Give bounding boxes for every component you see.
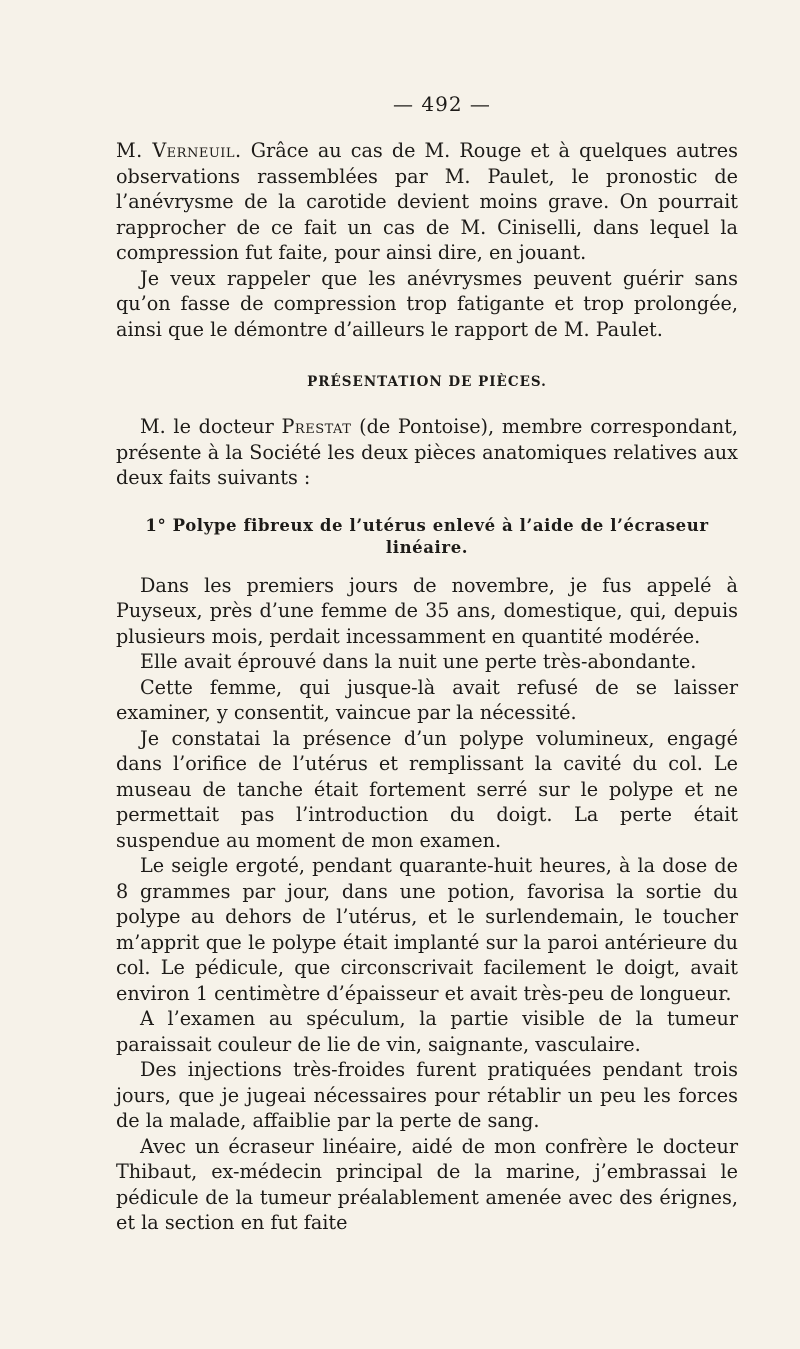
paragraph-verneuil (116, 138, 738, 266)
author-name: Prestat (281, 415, 352, 438)
paragraph: Des injections très-froides furent pratiquées pendant trois jours, que je jugeai nécessaires pour rétablir un peu les forces de la malade, affaiblie par la perte de sang. (116, 1058, 738, 1132)
section-title: PRÉSENTATION DE PIÈCES. (307, 374, 547, 390)
page-number: — 492 — (393, 92, 491, 116)
paragraph: Je constatai la présence d’un polype volumineux, engagé dans l’orifice de l’utérus et remplissant la cavité du col. Le museau de tanche était fortement serré sur le polype et ne permettait pas l’introduction du doigt. La perte était suspendue au moment de mon examen. (116, 726, 738, 852)
paragraph: A l’examen au spéculum, la partie visible de la tumeur paraissait couleur de lie de vin, saignante, vasculaire. (116, 1007, 738, 1056)
paragraph-text: Grâce au cas de M. Rouge et à quelques autres observations rassemblées par M. Paulet, le pronostic de l’anévrysme de la carotide devient moins grave. On pourrait rapprocher de ce fait un cas de M. Ciniselli, dans lequel la compression fut faite, pour ainsi dire, en jouant. (116, 139, 738, 264)
paragraph-prestat (116, 414, 738, 491)
paragraph: Je veux rappeler que les anévrysmes peuvent guérir sans qu’on fasse de compression trop fatigante et trop prolongée, ainsi que le démontre d’ailleurs le rapport de M. Paulet. (116, 266, 738, 341)
subheading: 1° Polype fibreux de l’utérus enlevé à l’aide de l’écraseur linéaire. (145, 515, 709, 557)
paragraph-text: (de Pontoise), membre correspondant, présente à la Société les deux pièces anatomiques relatives aux deux faits suivants : (116, 415, 738, 489)
paragraph: Le seigle ergoté, pendant quarante-huit heures, à la dose de 8 grammes par jour, dans une potion, favorisa la sortie du polype au dehors de l’utérus, et le surlendemain, le toucher m’apprit que le polype était implanté sur la paroi antérieure du col. Le pédicule, que circonscrivait facilement le doigt, avait environ 1 centimètre d’épaisseur et avait très-peu de longueur. (116, 854, 738, 1005)
paragraph: Elle avait éprouvé dans la nuit une perte très-abondante. (140, 650, 697, 673)
speaker-name: M. Verneuil. (116, 139, 242, 162)
paragraph: Cette femme, qui jusque-là avait refusé de se laisser examiner, y consentit, vaincue par la nécessité. (116, 675, 738, 724)
paragraph: Dans les premiers jours de novembre, je fus appelé à Puyseux, près d’une femme de 35 ans, domestique, qui, depuis plusieurs mois, perdait incessamment en quantité modérée. (116, 573, 738, 648)
paragraph-text: M. le docteur (140, 415, 282, 438)
paragraph: Avec un écraseur linéaire, aidé de mon confrère le docteur Thibaut, ex-médecin principal de la marine, j’embrassai le pédicule de la tumeur préalablement amenée avec des érignes, et la section en fut faite (116, 1134, 738, 1234)
